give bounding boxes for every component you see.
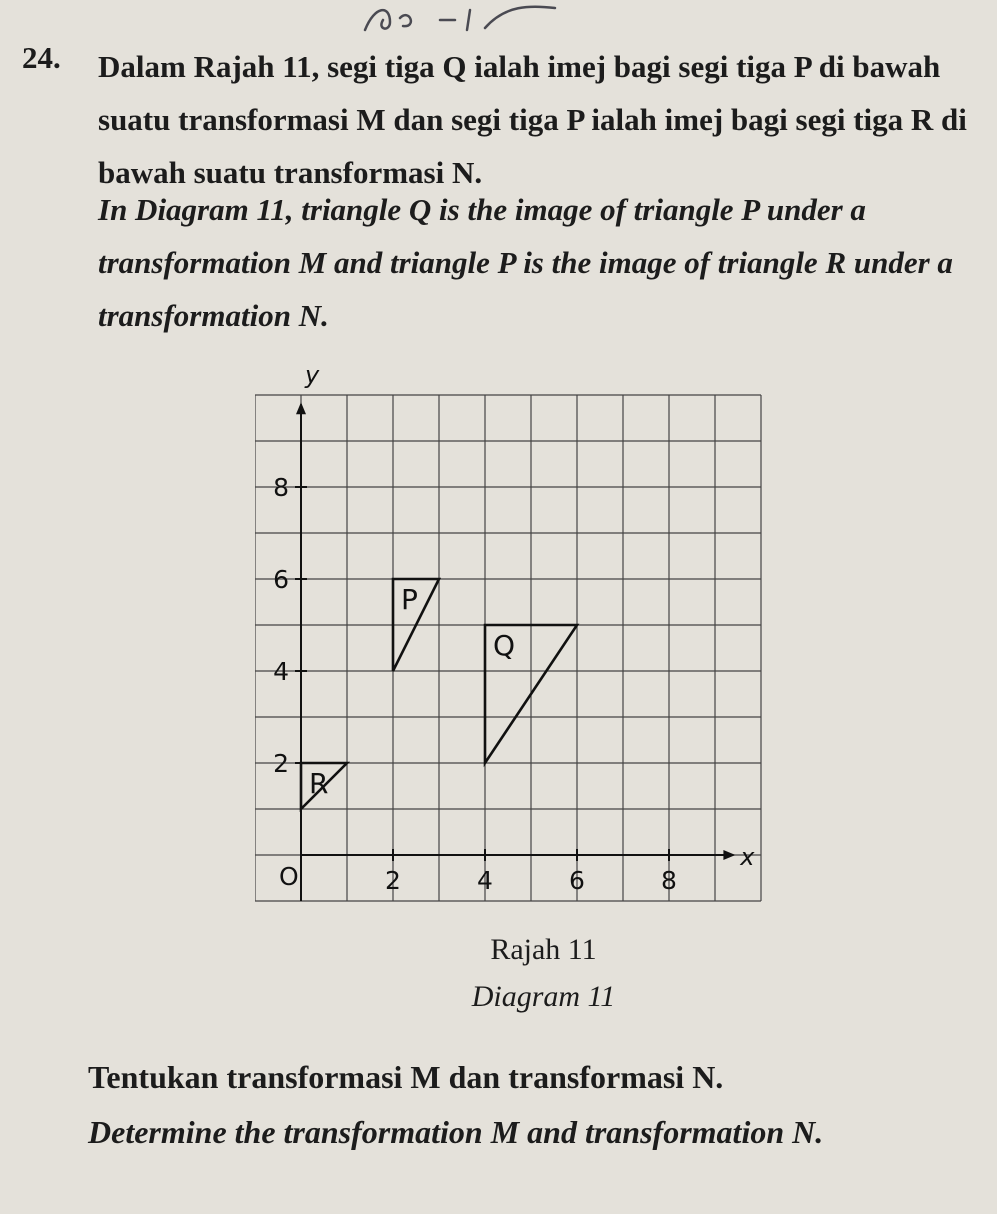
question-text-malay: Dalam Rajah 11, segi tiga Q ialah imej bagi segi tiga P di bawah suatu transformasi M dan segi tiga P ialah imej bagi segi tiga R di bawah suatu transformasi N. [98,49,967,190]
y-axis-arrow [296,402,306,414]
triangle-label: Q [493,629,516,662]
origin-label: O [279,862,299,891]
y-tick-label: 4 [273,657,289,686]
x-tick-label: 4 [477,866,493,895]
task-text-english: Determine the transformation M and transformation N. [88,1114,824,1150]
y-tick-label: 2 [273,749,289,778]
caption-malay: Rajah 11 [490,933,597,966]
question-number: 24. [22,40,61,75]
task-text-malay: Tentukan transformasi M dan transformasi N. [88,1059,724,1095]
coordinate-diagram [255,355,775,915]
x-tick-label: 2 [385,866,401,895]
y-axis-label: y [305,361,320,389]
handwritten-scribble [355,0,575,40]
x-axis-label: x [740,843,755,871]
x-axis-arrow [723,850,735,860]
tick-labels [273,473,677,895]
triangle-label: P [401,583,418,616]
caption-english: Diagram 11 [471,980,616,1013]
axes [296,361,755,901]
y-tick-label: 8 [273,473,289,502]
triangle-label: R [309,767,329,800]
question-text-english: In Diagram 11, triangle Q is the image of triangle P under a transformation M and triangle P is the image of triangle R under a transformation N. [98,192,953,333]
x-tick-label: 8 [661,866,677,895]
x-tick-label: 6 [569,866,585,895]
y-tick-label: 6 [273,565,289,594]
